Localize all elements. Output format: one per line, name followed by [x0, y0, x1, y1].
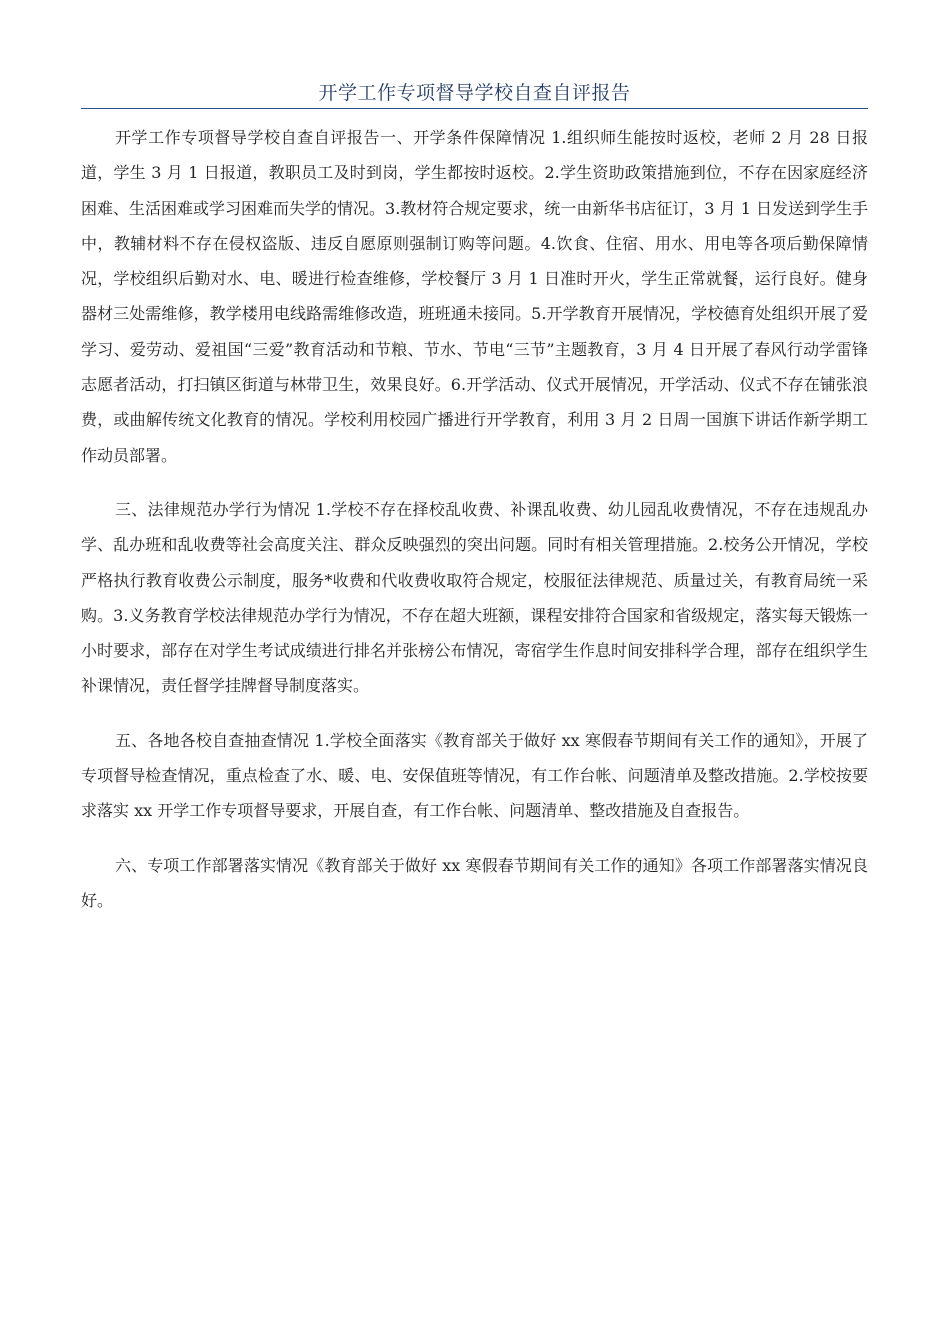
paragraph-section-1: 开学工作专项督导学校自查自评报告一、开学条件保障情况 1.组织师生能按时返校，老师 2 月 28 日报道，学生 3 月 1 日报道，教职员工及时到岗，学生都按时返校。2.学生资助政策措施到位，不存在因家庭经济困难、生活困难或学习困难而失学的情况。3.教材符合规定要求，统一由新华书店征订，3 月 1 日发送到学生手中，教辅材料不存在侵权盗版、违反自愿原则强制订购等问题。4.饮食、住宿、用水、用电等各项后勤保障情况，学校组织后勤对水、电、暖进行检查维修，学校餐厅 3 月 1 日准时开火，学生正常就餐，运行良好。健身器材三处需维修，教学楼用电线路需维修改造，班班通未接同。5.开学教育开展情况，学校德育处组织开展了爱学习、爱劳动、爱祖国“三爱”教育活动和节粮、节水、节电“三节”主题教育，3 月 4 日开展了春风行动学雷锋志愿者活动，打扫镇区街道与林带卫生，效果良好。6.开学活动、仪式开展情况，开学活动、仪式不存在铺张浪费，或曲解传统文化教育的情况。学校利用校园广播进行开学教育，利用 3 月 2 日周一国旗下讲话作新学期工作动员部署。: [81, 128, 868, 465]
document-title: 开学工作专项督导学校自查自评报告: [318, 82, 631, 104]
document-body: [81, 120, 868, 937]
title-underline: [81, 108, 868, 109]
paragraph-section-5: 五、各地各校自查抽查情况 1.学校全面落实《教育部关于做好 xx 寒假春节期间有关工作的通知》，开展了专项督导检查情况，重点检查了水、暖、电、安保值班等情况，有工作台帐、问题清单及整改措施。2.学校按要求落实 xx 开学工作专项督导要求，开展自查，有工作台帐、问题清单、整改措施及自查报告。: [81, 730, 868, 821]
paragraph-section-6: 六、专项工作部署落实情况《教育部关于做好 xx 寒假春节期间有关工作的通知》各项工作部署落实情况良好。: [81, 855, 868, 910]
paragraph-section-3: 三、法律规范办学行为情况 1.学校不存在择校乱收费、补课乱收费、幼儿园乱收费情况，不存在违规乱办学、乱办班和乱收费等社会高度关注、群众反映强烈的突出问题。同时有相关管理措施。2.校务公开情况，学校严格执行教育收费公示制度，服务*收费和代收费收取符合规定，校服征法律规范、质量过关，有教育局统一采购。3.义务教育学校法律规范办学行为情况，不存在超大班额，课程安排符合国家和省级规定，落实每天锻炼一小时要求，部存在对学生考试成绩进行排名并张榜公布情况，寄宿学生作息时间安排科学合理，部存在组织学生补课情况，责任督学挂牌督导制度落实。: [81, 499, 868, 696]
